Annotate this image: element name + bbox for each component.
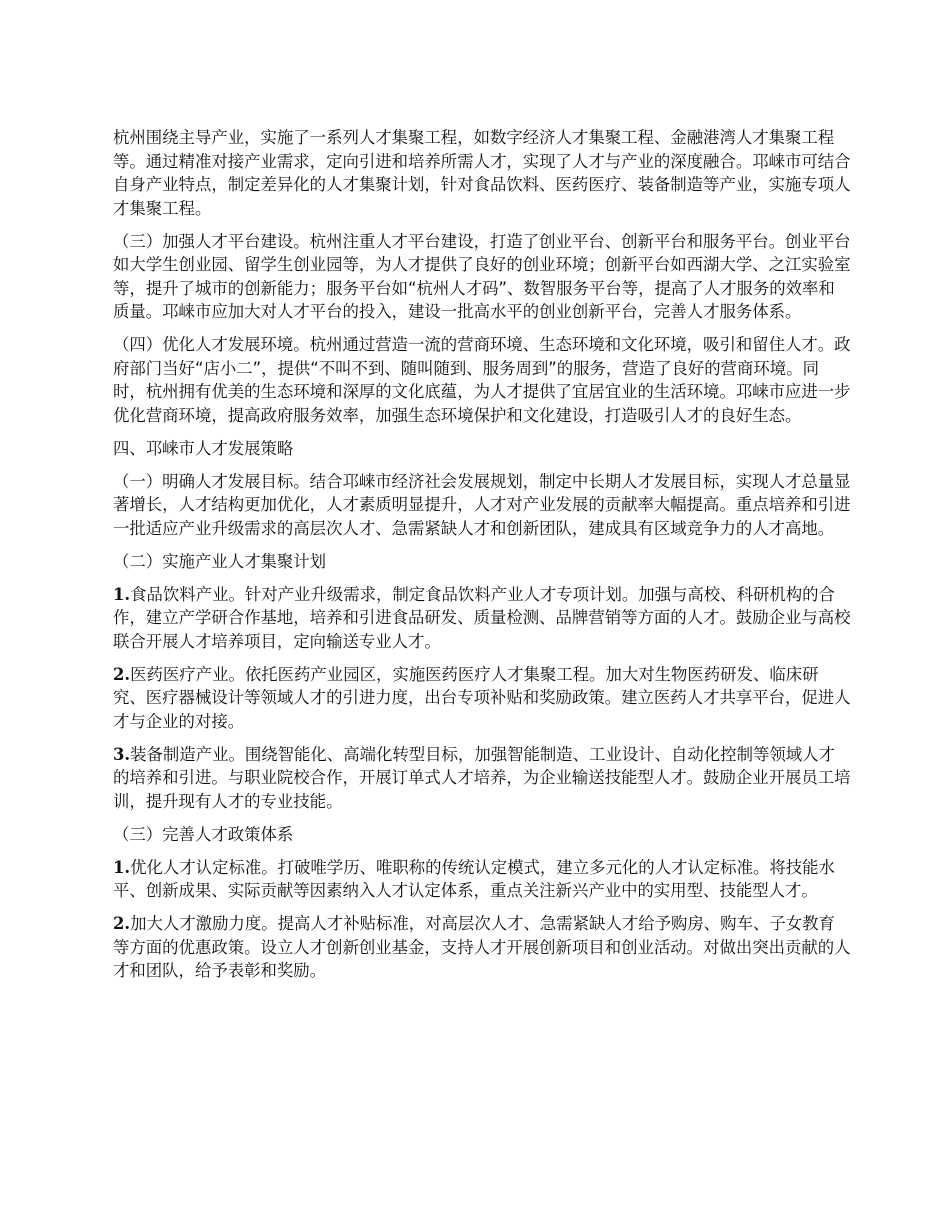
numbered-paragraph <box>113 912 851 983</box>
section-heading-text: 四、邛崃市人才发展策略 <box>113 438 294 458</box>
subsection-heading <box>113 823 851 847</box>
paragraph <box>113 333 851 427</box>
paragraph <box>113 126 851 220</box>
paragraph-number: 1. <box>113 857 131 877</box>
paragraph <box>113 470 851 541</box>
paragraph-text: （三）加强人才平台建设。杭州注重人才平台建设，打造了创业平台、创新平台和服务平台。创业平台如大学生创业园、留学生创业园等，为人才提供了良好的创业环境；创新平台如西湖大学、之江实验室等，提升了城市的创新能力；服务平台如“杭州人才码”、数智服务平台等，提高了人才服务的效率和质量。邛崃市应加大对人才平台的投入，建设一批高水平的创业创新平台，完善人才服务体系。 <box>113 231 851 321</box>
subsection-heading <box>113 550 851 574</box>
numbered-paragraph <box>113 743 851 814</box>
document-body <box>113 126 851 992</box>
numbered-paragraph <box>113 663 851 734</box>
paragraph-text: （一）明确人才发展目标。结合邛崃市经济社会发展规划，制定中长期人才发展目标，实现人才总量显著增长，人才结构更加优化，人才素质明显提升，人才对产业发展的贡献率大幅提高。重点培养和引进一批适应产业升级需求的高层次人才、急需紧缺人才和创新团队，建成具有区域竞争力的人才高地。 <box>113 471 851 538</box>
paragraph-text: 加大人才激励力度。提高人才补贴标准，对高层次人才、急需紧缺人才给予购房、购车、子女教育等方面的优惠政策。设立人才创新创业基金，支持人才开展创新项目和创业活动。对做出突出贡献的人才和团队，给予表彰和奖励。 <box>113 914 851 980</box>
paragraph-text: 医药医疗产业。依托医药产业园区，实施医药医疗人才集聚工程。加大对生物医药研发、临床研究、医疗器械设计等领域人才的引进力度，出台专项补贴和奖励政策。建立医药人才共享平台，促进人才与企业的对接。 <box>113 664 851 731</box>
paragraph-number: 2. <box>113 664 131 684</box>
paragraph-text: 食品饮料产业。针对产业升级需求，制定食品饮料产业人才专项计划。加强与高校、科研机构的合作，建立产学研合作基地，培养和引进食品研发、质量检测、品牌营销等方面的人才。鼓励企业与高校联合开展人才培养项目，定向输送专业人才。 <box>113 584 851 651</box>
paragraph-number: 2. <box>113 914 131 933</box>
subsection-heading-text: （二）实施产业人才集聚计划 <box>113 551 327 571</box>
paragraph-text: （四）优化人才发展环境。杭州通过营造一流的营商环境、生态环境和文化环境，吸引和留住人才。政府部门当好“店小二”，提供“不叫不到、随叫随到、服务周到”的服务，营造了良好的营商环境。同时，杭州拥有优美的生态环境和深厚的文化底蕴，为人才提供了宜居宜业的生活环境。邛崃市应进一步优化营商环境，提高政府服务效率，加强生态环境保护和文化建设，打造吸引人才的良好生态。 <box>113 335 851 425</box>
subsection-heading-text: （三）完善人才政策体系 <box>113 824 294 844</box>
section-heading <box>113 437 851 461</box>
paragraph-number: 1. <box>113 584 131 604</box>
paragraph-text: 优化人才认定标准。打破唯学历、唯职称的传统认定模式，建立多元化的人才认定标准。将技能水平、创新成果、实际贡献等因素纳入人才认定体系，重点关注新兴产业中的实用型、技能型人才。 <box>113 857 835 900</box>
paragraph-text: 装备制造产业。围绕智能化、高端化转型目标，加强智能制造、工业设计、自动化控制等领域人才的培养和引进。与职业院校合作，开展订单式人才培养，为企业输送技能型人才。鼓励企业开展员工培训，提升现有人才的专业技能。 <box>113 744 851 811</box>
paragraph <box>113 230 851 324</box>
paragraph-number: 3. <box>113 744 131 764</box>
paragraph-text: 杭州围绕主导产业，实施了一系列人才集聚工程，如数字经济人才集聚工程、金融港湾人才集聚工程等。通过精准对接产业需求，定向引进和培养所需人才，实现了人才与产业的深度融合。邛崃市可结合自身产业特点，制定差异化的人才集聚计划，针对食品饮料、医药医疗、装备制造等产业，实施专项人才集聚工程。 <box>113 128 851 218</box>
numbered-paragraph <box>113 583 851 654</box>
numbered-paragraph <box>113 856 851 903</box>
